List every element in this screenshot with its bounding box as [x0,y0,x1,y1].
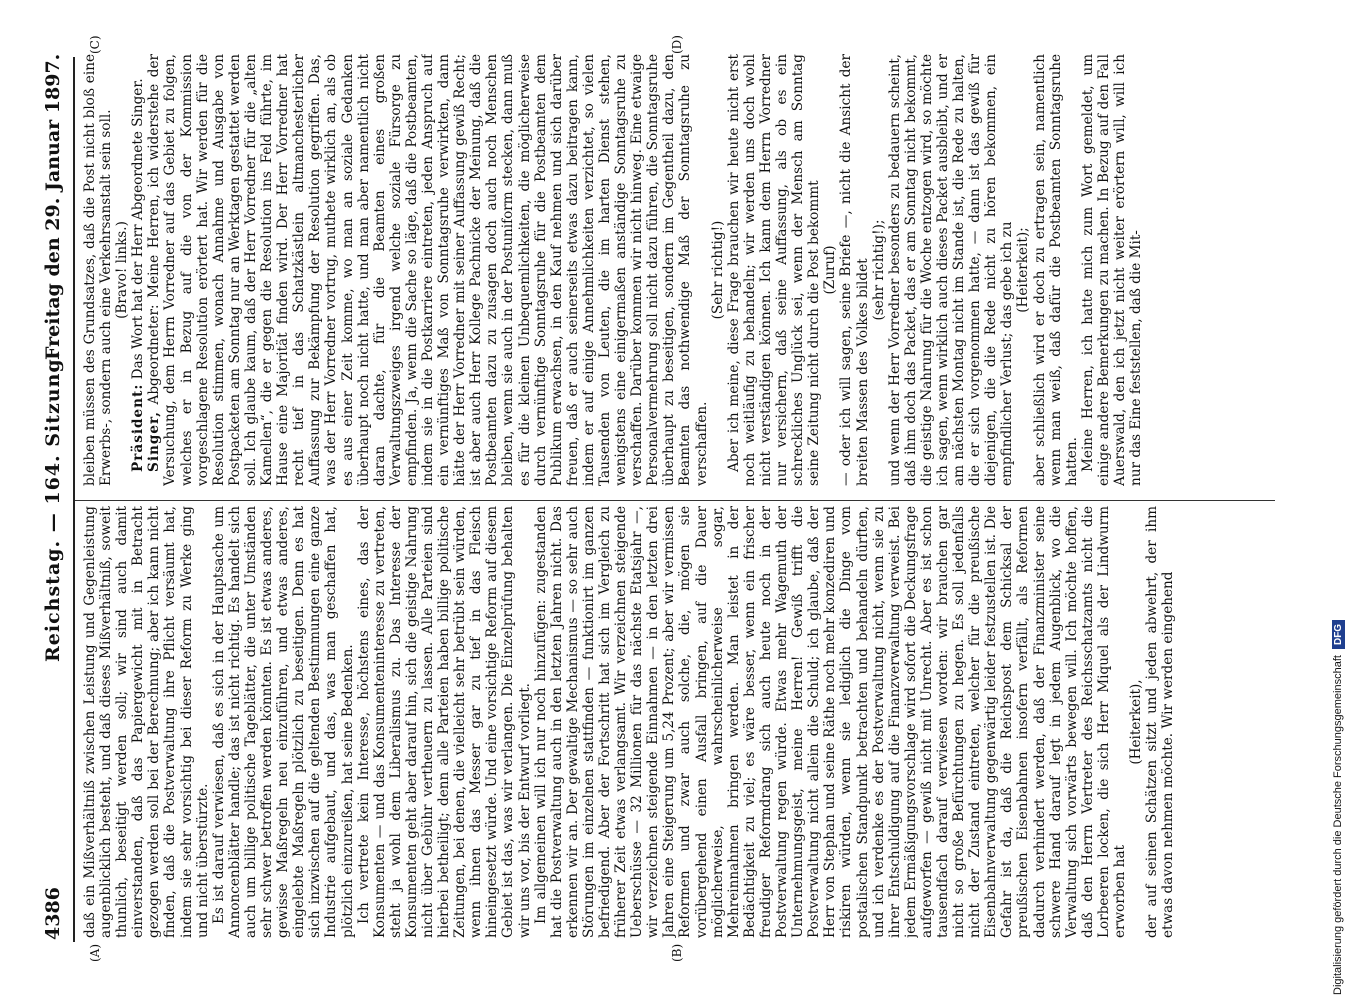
speaker-name: Präsident: [130,383,147,472]
interjection: (Sehr richtig!) [709,220,726,320]
text-paragraph: — oder ich will sagen, seine Briefe —, nicht die Ansicht der breiten Massen des Volkes bildet [838,54,871,486]
text-paragraph: der auf seinen Schätzen sitzt und jeden abwehrt, der ihm etwas davon nehmen möchte. Wir werden eingehend [1144,506,1177,938]
margin-mark-d: (D) [670,35,684,54]
interjection: (Zuruf) [822,245,839,295]
running-header [40,0,72,1000]
interjection: (Heiterkeit); [1015,227,1032,313]
speech-paragraph [146,54,709,486]
speaker-name: Singer, [146,411,163,472]
text-paragraph: bleiben müssen des Grundsatzes, daß die Post nicht bloß eine Erwerbs-, sondern auch eine Verkehrsanstalt sein soll. [82,54,115,486]
funding-text: Digitalisierung gefördert durch die Deutsche Forschungsgemeinschaft [1332,655,1344,995]
text-paragraph: und wenn der Herr Vorredner besonders zu bedauern scheint, daß ihm doch das Packet, das er am Sonntag nicht bekommt, die geistige Nahrung für die Woche entzogen wird, so möchte ich sagen, wenn wirklich auch dieses Packet ausbleibt, und er am nächsten Montag nicht im Stande ist, die Rede zu halten, die er sich vorgenommen hatte, — dann ist das gewiß für diejenigen, die die Rede nicht zu hören bekommen, ein empfindlicher Verlust; das gebe ich zu [886,54,1016,486]
text-paragraph: Meine Herren, ich hatte mich zum Wort gemeldet, um einige andere Bemerkungen zu machen. In Bezug auf den Fall Auerswald, den ich jetzt nicht weiter erörtern will, will ich nur das Eine feststellen, daß die Mit- [1079,54,1145,486]
page-number: 4386 [42,887,64,940]
dfg-logo: DFG [1332,620,1345,649]
left-column [82,506,1262,938]
text-paragraph: daß ein Mißverhältniß zwischen Leistung und Gegenleistung augenblicklich besteht, und daß dieses Mißverhältniß, soweit thunlich, beseitigt werden soll; wir sind auch damit einverstanden, daß das Papiergewicht mit in Betracht gezogen werden soll bei der Berechnung; aber ich kann nicht finden, daß die Postverwaltung ihre Pflicht versäumt hat, indem sie sehr vorsichtig bei dieser Reform zu Werke ging und nicht überstürzte. [82,506,211,938]
speech-text: Abgeordneter: Meine Herren, ich widerstehe der Versuchung, dem Herrn Vorredner auf das Gebiet zu folgen, welches er in Bezug auf die von der Kommission vorgeschlagene Resolution erörtert hat. Wir werden für die Resolution stimmen, wonach Annahme und Ausgabe von Postpacketen am Sonntag nur an Werktagen gestattet werden soll. Ich glaube kaum, daß der Herr Vorredner für die „alten Kamellen“, die er gegen die Resolution ins Feld führte, im Hause eine Majorität finden wird. Der Herr Vorredner hat recht tief in das Schatzkästlein altmanchesterlicher Auffassung zur Bekämpfung der Resolution gegriffen. Das, was der Herr Vorredner vortrug, muthete wirklich an, als ob es aus einer Zeit komme, wo man an soziale Gedanken überhaupt noch nicht hatte, und man aber namentlich nicht daran dachte, für die Beamten eines großen Verwaltungszweiges irgend welche soziale Fürsorge zu empfinden. Ja, wenn die Sache so läge, daß die Postbeamten, indem sie in die Postkarriere eintreten, jeden Anspruch auf ein vernünftiges Maß von Sonntagsruhe verwirkten, dann hätte der Herr Vorredner mit seiner Auffassung gewiß Recht; ist aber auch Herr Kollege Pachnicke der Meinung, daß die Postbeamten dazu zu zusagen doch auch noch Menschen bleiben, wenn sie auch in der Postuniform stecken, dann muß es für die kleinen Unbequemlichkeiten, die möglicherweise durch vernünftige Sonntagsruhe für die Postbeamten dem Publikum erwachsen, in den Kauf nehmen und sich darüber freuen, daß er auch seinerseits etwas dazu beitragen kann, indem er auf einige Annehmlichkeiten verzichtet, so vielen Tausenden von Leuten, die im harten Dienst stehen, wenigstens eine einigermaßen anständige Sonntagsruhe zu verschaffen. Darüber kommen wir nicht hinweg. Eine etwaige Personalvermehrung soll nicht dazu führen, die Sonntagsruhe überhaupt zu beseitigen, sondern im Gegentheil dazu, den Beamten das nothwendige Maß der Sonntagsruhe zu verschaffen. [146,54,710,486]
margin-mark-a: (A) [88,943,102,962]
funding-note [1332,0,1345,995]
speech-paragraph [130,54,146,486]
margin-mark-c: (C) [88,35,102,54]
interjection: (Heiterkeit), [1128,679,1145,765]
text-paragraph: Ich vertrete kein Interesse, höchstens eines, das der Konsumenten — und das Konsumenteninteresse zu vertreten, steht ja wohl dem Liberalismus zu. Das Interesse der Konsumenten geht aber darauf hin, sich die geistige Nahrung nicht über Gebühr vertheuern zu lassen. Alle Parteien sind hierbei betheiligt; denn alle Parteien haben billige politische Zeitungen, bei denen, die vielleicht sehr betrübt sein würden, wenn ihnen das Messer gar zu tief in das Fleisch hineingesetzt würde. Und eine vorsichtige Reform auf diesem Gebiet ist das, was wir verlangen. Die Einzelprüfung behalten wir uns vor, bis der Entwurf vorliegt. [355,506,533,938]
text-paragraph: aber schließlich wird er doch zu ertragen sein, namentlich wenn man weiß, daß dafür die Postbeamten Sonntagsruhe hatten. [1031,54,1080,486]
text-paragraph: Aber ich meine, diese Frage brauchen wir heute nicht erst noch weitläufig zu behandeln; wir werden uns doch wohl nicht verständigen können. Ich kann dem Herrn Vorredner nur versichern, daß seine Auffassung, als ob es ein schreckliches Unglück sei, wenn der Mensch am Sonntag seine Zeitung nicht durch die Post bekommt [725,54,823,486]
text-paragraph: Es ist darauf verwiesen, daß es sich in der Hauptsache um Annoncenblätter handle; das ist nicht richtig. Es handelt sich auch um billige politische Tageblätter, die unter Umständen sehr schwer betroffen werden könnten. Es ist etwas anderes, gewisse Maßregeln neu einzuführen, und etwas anderes, eingelebte Maßregeln plötzlich zu beseitigen. Denn es hat sich inzwischen auf die geltenden Bestimmungen eine ganze Industrie aufgebaut, und das, was man geschaffen hat, plötzlich einzureißen, hat seine Bedenken. [210,506,356,938]
text-paragraph: Im allgemeinen will ich nur noch hinzufügen: zugestanden hat die Postverwaltung auch in den letzten Jahren nicht. Das erkennen wir an. Der gewaltige Mechanismus — so sehr auch Störungen im einzelnen stattfinden — funktionirt im ganzen befriedigend. Aber der Fortschritt hat sich im Vergleich zu früherer Zeit etwas verlangsamt. Wir verzeichnen steigende Ueberschüsse — 32 Millionen für das nächste Etatsjahr —, wir verzeichnen steigende Einnahmen — in den letzten drei Jahren eine Steigerung um 5,24 Prozent; aber wir vermissen Reformen und zwar auch solche, die, mögen sie vorübergehend einen Ausfall bringen, auf die Dauer möglicherweise, wahrscheinlicherweise sogar, Mehreinnahmen bringen werden. Man leistet in der Bedächtigkeit zu viel; es wäre besser, wenn ein frischer freudiger Reformdrang sich auch heute noch in der Postverwaltung regen würde. Etwas mehr Wagemuth der Unternehmungsgeist, meine Herren! Gewiß trifft die Postverwaltung nicht allein die Schuld; ich glaube, daß der Herr von Stephan und seine Räthe noch mehr konzediren und riskiren würden, wenn sie lediglich die Dinge vom postalischen Standpunkt betrachten und behandeln dürften, und ich verdenke es der Postverwaltung nicht, wenn sie zu ihrer Entschuldigung auf die Finanzverwaltung verweist. Bei jedem Ermäßigungsvorschlage wird sofort die Deckungsfrage aufgeworfen — gewiß nicht mit Unrecht. Aber es ist schon tausendfach darauf verwiesen worden: wir brauchen gar nicht so große Befürchtungen zu hegen. Es soll jedenfalls nicht der Zustand eintreten, welcher für die preußische Eisenbahnverwaltung gegenwärtig leider festzustellen ist. Die Gefahr ist da, daß die Reichspost dem Schicksal der preußischen Eisenbahnen insofern verfällt, als Reformen dadurch verhindert werden, daß der Finanzminister seine schwere Hand darauf legt in jedem Augenblick, wo die Verwaltung sich vorwärts bewegen will. Ich möchte hoffen, daß den Herrn Vertreter des Reichsschatzamts nicht die Lorbeeren locken, die sich Herr Miquel als der Lindwurm erworben hat [532,506,1128,938]
session-title: Reichstag. — 164. Sitzung. [42,350,64,662]
right-column [82,54,1262,486]
session-date: Freitag den 29. Januar 1897. [42,53,64,360]
interjection: (sehr richtig!); [870,219,887,321]
speech-text: Das Wort hat der Herr Abgeordnete Singer. [130,78,147,384]
column-divider [75,500,1275,501]
margin-mark-b: (B) [670,943,684,962]
interjection: (Bravo! links.) [114,221,131,319]
